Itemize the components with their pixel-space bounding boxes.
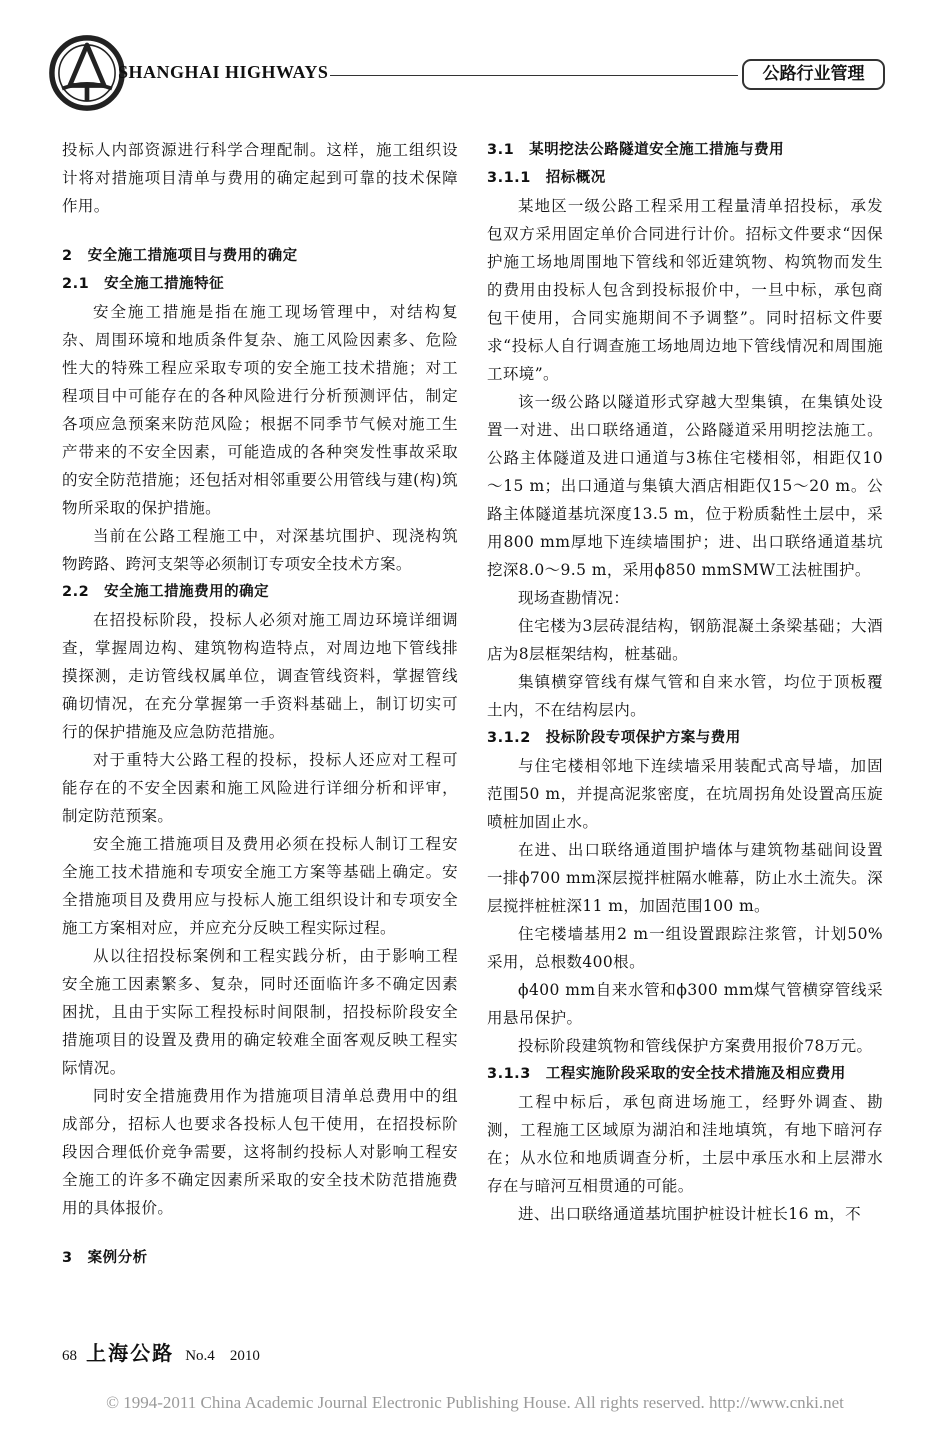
paragraph: 与住宅楼相邻地下连续墙采用装配式高导墙，加固范围50 m，并提高泥浆密度，在坑周拐角处设置高压旋喷桩加固止水。 [487, 757, 883, 831]
paragraph: 现场查勘情况： [518, 589, 630, 607]
paragraph: 在招投标阶段，投标人必须对施工周边环境详细调查，掌握周边构、建筑物构造特点，对周边地下管线排摸探测，走访管线权属单位，调查管线资料，掌握管线确切情况，在充分掌握第一手资料基础上，制订切实可行的保护措施及应急防范措施。 [62, 611, 458, 741]
paragraph: 同时安全措施费用作为措施项目清单总费用中的组成部分，招标人也要求各投标人包干使用，在招投标阶段因合理低价竞争需要，这将制约投标人对影响工程安全施工的许多不确定因素所采取的安全技术防范措施费用的具体报价。 [62, 1087, 458, 1217]
paragraph: 投标阶段建筑物和管线保护方案费用报价78万元。 [518, 1037, 873, 1055]
journal-logo-icon [48, 34, 126, 112]
paragraph: 工程中标后，承包商进场施工，经野外调查、勘测，工程施工区域原为湖泊和洼地填筑，有地下暗河存在；从水位和地质调查分析，土层中承压水和上层滞水存在与暗河互相贯通的可能。 [487, 1093, 883, 1195]
journal-english-title: SHANGHAI HIGHWAYS [118, 62, 329, 82]
issue-year: 2010 [229, 1348, 260, 1364]
paragraph: 投标人内部资源进行科学合理配制。这样，施工组织设计将对措施项目清单与费用的确定起到可靠的技术保障作用。 [62, 141, 458, 215]
paragraph: 住宅楼墙基用2 m一组设置跟踪注浆管，计划50%采用，总根数400根。 [487, 925, 883, 971]
paragraph: 住宅楼为3层砖混结构，钢筋混凝土条梁基础；大酒店为8层框架结构，桩基础。 [487, 617, 883, 663]
section-label: 公路行业管理 [742, 59, 885, 90]
issue-number: No.4 [185, 1348, 215, 1364]
section-heading: 2.1 安全施工措施特征 [62, 276, 225, 292]
section-heading: 3.1.2 投标阶段专项保护方案与费用 [487, 730, 741, 746]
paragraph: ϕ400 mm自来水管和ϕ300 mm煤气管横穿管线采用悬吊保护。 [487, 981, 883, 1027]
section-heading: 3.1 某明挖法公路隧道安全施工措施与费用 [487, 142, 785, 158]
paragraph: 安全施工措施项目及费用必须在投标人制订工程安全施工技术措施和专项安全施工方案等基础上确定。安全措施项目及费用应与投标人施工组织设计和专项安全施工方案相对应，并应充分反映工程实际过程。 [62, 835, 458, 937]
section-heading: 2 安全施工措施项目与费用的确定 [62, 248, 298, 264]
paragraph: 对于重特大公路工程的投标，投标人还应对工程可能存在的不安全因素和施工风险进行详细分析和评审，制定防范预案。 [62, 751, 458, 825]
page-footer [62, 1337, 260, 1366]
section-heading: 2.2 安全施工措施费用的确定 [62, 584, 270, 600]
paragraph: 进、出口联络通道基坑围护桩设计桩长16 m，不 [518, 1205, 862, 1223]
paragraph: 在进、出口联络通道围护墙体与建筑物基础间设置一排ϕ700 mm深层搅拌桩隔水帷幕，防止水土流失。深层搅拌桩桩深11 m，加固范围100 m。 [487, 841, 883, 915]
section-heading: 3.1.1 招标概况 [487, 170, 606, 186]
page-number: 68 [62, 1348, 77, 1364]
journal-chinese-title: 上海公路 [86, 1341, 175, 1365]
paragraph: 某地区一级公路工程采用工程量清单招投标，承发包双方采用固定单价合同进行计价。招标文件要求“因保护施工场地周围地下管线和邻近建筑物、构筑物而发生的费用由投标人包含到投标报价中，一旦中标，承包商包干使用，合同实施期间不予调整”。同时招标文件要求“投标人自行调查施工场地周边地下管线情况和周围施工环境”。 [487, 197, 883, 383]
paragraph: 当前在公路工程施工中，对深基坑围护、现浇构筑物跨路、跨河支架等必须制订专项安全技术方案。 [62, 527, 458, 573]
right-column [487, 136, 883, 1228]
header-rule [330, 75, 738, 76]
section-heading: 3.1.3 工程实施阶段采取的安全技术措施及相应费用 [487, 1066, 846, 1082]
copyright-notice: © 1994-2011 China Academic Journal Electronic Publishing House. All rights reserved. http://www.cnki.net [106, 1393, 844, 1412]
paragraph: 该一级公路以隧道形式穿越大型集镇，在集镇处设置一对进、出口联络通道，公路隧道采用明挖法施工。公路主体隧道及进口通道与3栋住宅楼相邻，相距仅10～15 m；出口通道与集镇大酒店相距仅15～20 m。公路主体隧道基坑深度13.5 m，位于粉质黏性土层中，采用800 mm厚地下连续墙围护；进、出口联络通道基坑挖深8.0～9.5 m，采用ϕ850 mmSMW工法桩围护。 [487, 393, 883, 579]
left-column [62, 136, 458, 1272]
paragraph: 安全施工措施是指在施工现场管理中，对结构复杂、周围环境和地质条件复杂、施工风险因素多、危险性大的特殊工程应采取专项的安全施工技术措施；对工程项目中可能存在的各种风险进行分析预测评估，制定各项应急预案来防范风险；根据不同季节气候对施工生产带来的不安全因素，可能造成的各种突发性事故采取的安全防范措施；还包括对相邻重要公用管线与建(构)筑物所采取的保护措施。 [62, 303, 458, 517]
section-heading: 3 案例分析 [62, 1250, 148, 1266]
paragraph: 从以往招投标案例和工程实践分析，由于影响工程安全施工因素繁多、复杂，同时还面临许多不确定因素困扰，且由于实际工程投标时间限制，招投标阶段安全措施项目的设置及费用的确定较难全面客观反映工程实际情况。 [62, 947, 458, 1077]
paragraph: 集镇横穿管线有煤气管和自来水管，均位于顶板覆土内，不在结构层内。 [487, 673, 883, 719]
